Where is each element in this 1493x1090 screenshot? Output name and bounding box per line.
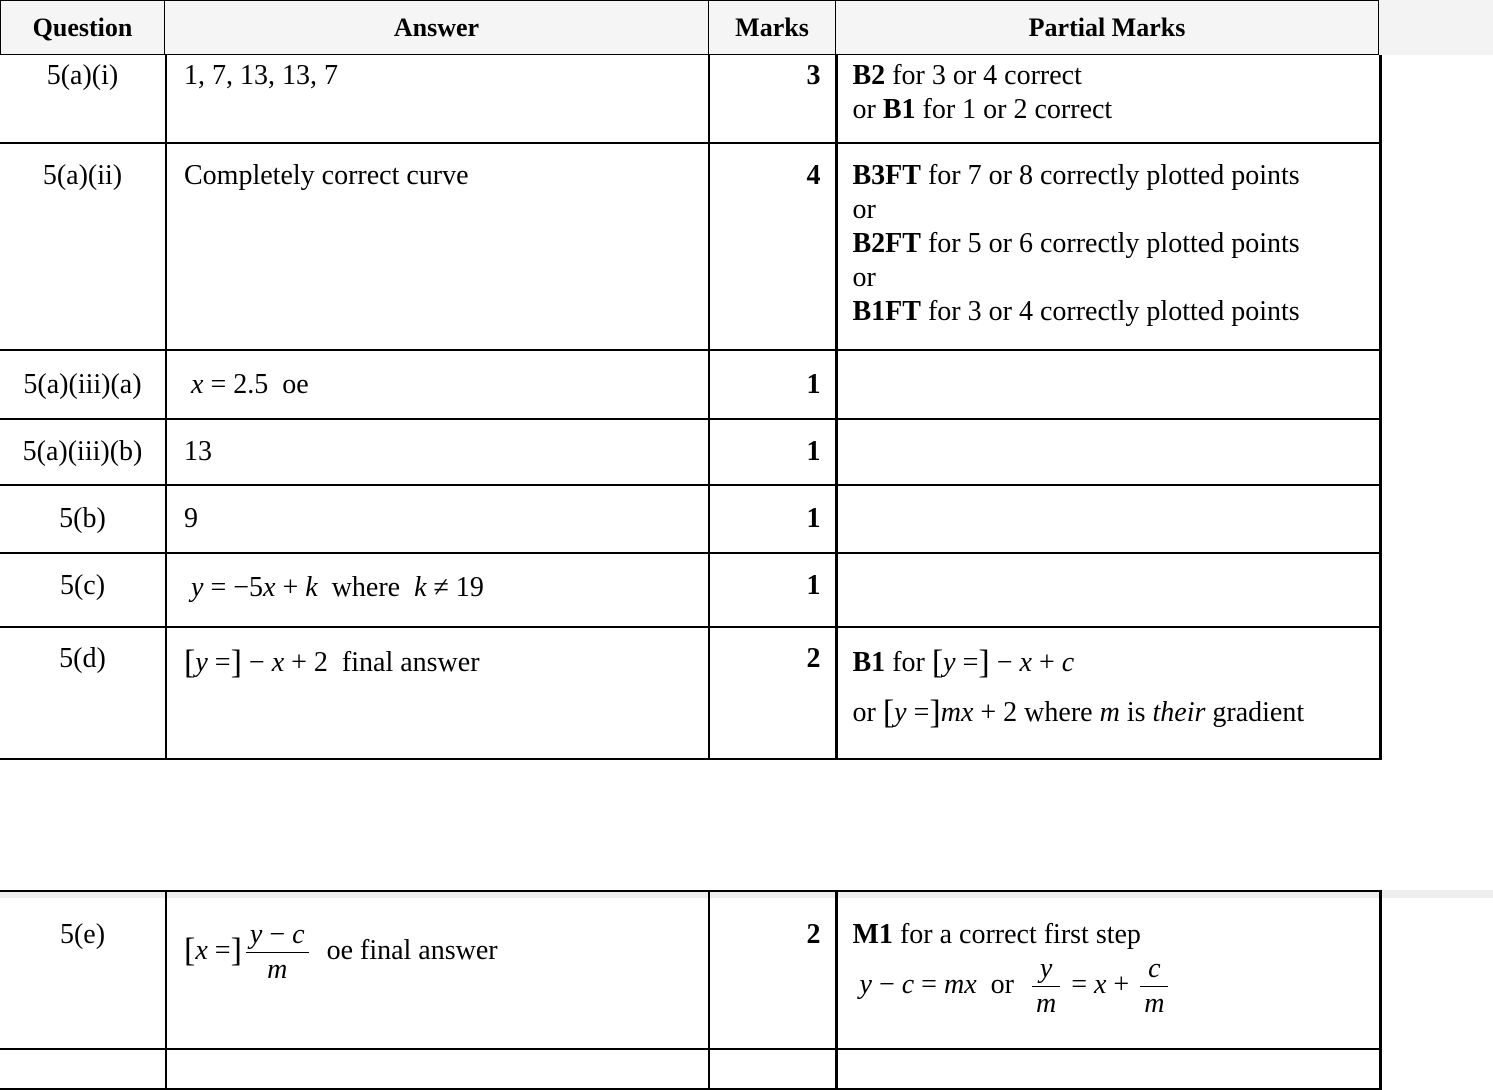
marks-cell: 2	[709, 627, 836, 759]
table-row	[0, 350, 1380, 419]
question-cell: 5(a)(ii)	[0, 145, 166, 350]
partial-marks-cell: B3FT for 7 or 8 correctly plotted points or B2FT for 5 or 6 correctly plotted points or B1FT for 3 or 4 correctly plotted points	[836, 145, 1380, 350]
marks-cell: 1	[709, 350, 836, 419]
table-row	[0, 627, 1380, 759]
row-5e	[0, 890, 1382, 1090]
question-cell: 5(e)	[0, 891, 166, 1049]
question-cell: 5(d)	[0, 627, 166, 759]
header-partial-marks: Partial Marks	[836, 1, 1379, 55]
partial-marks-cell: B2 for 3 or 4 correct or B1 for 1 or 2 correct	[836, 55, 1380, 143]
table-row	[0, 553, 1380, 627]
question-cell: 5(c)	[0, 553, 166, 627]
question-cell	[0, 1049, 166, 1089]
partial-marks-cell	[836, 350, 1380, 419]
answer-cell: 1, 7, 13, 13, 7	[166, 55, 709, 143]
fraction-y-over-m: $\frac{y}{m}$	[1032, 952, 1060, 1021]
header-marks: Marks	[709, 1, 836, 55]
partial-marks-cell	[836, 553, 1380, 627]
fraction-c-over-m: $\frac{c}{m}$	[1140, 952, 1168, 1021]
answer-cell: y = −5x + k where k ≠ 19	[166, 553, 709, 627]
marks-cell: 2	[709, 891, 836, 1049]
answer-cell: 13	[166, 419, 709, 485]
answer-cell	[166, 1049, 709, 1089]
marks-cell: 4	[709, 145, 836, 350]
table-row	[0, 419, 1380, 485]
partial-marks-cell	[836, 1049, 1380, 1089]
question-cell: 5(a)(iii)(b)	[0, 419, 166, 485]
partial-marks-cell	[836, 485, 1380, 553]
marks-cell: 1	[709, 485, 836, 553]
question-cell: 5(b)	[0, 485, 166, 553]
marks-cell: 3	[709, 55, 836, 143]
marks-cell	[709, 1049, 836, 1089]
partial-marks-cell: B1 for [y =] − x + c or [y =]mx + 2 where m is their gradient	[836, 627, 1380, 759]
question-cell: 5(a)(i)	[0, 55, 166, 143]
header-question: Question	[1, 1, 165, 55]
answer-cell: [y =] − x + 2 final answer	[166, 627, 709, 759]
table-row	[0, 55, 1380, 143]
question-cell: 5(a)(iii)(a)	[0, 350, 166, 419]
marks-cell: 1	[709, 553, 836, 627]
table-row	[0, 485, 1380, 553]
answer-fraction: $\frac{y - c}{m}$	[246, 918, 309, 987]
answer-cell: x = 2.5 oe	[166, 350, 709, 419]
column-header	[0, 0, 1379, 55]
partial-marks-cell: M1 for a correct first step y − c = mx or $\frac{y}{m}$ = x + $\frac{c}{m}$	[836, 891, 1380, 1049]
table-row	[0, 145, 1380, 350]
answer-cell: Completely correct curve	[166, 145, 709, 350]
header-answer: Answer	[165, 1, 709, 55]
row-5aii	[0, 145, 1382, 760]
marks-cell: 1	[709, 419, 836, 485]
table-row	[0, 891, 1380, 1049]
partial-marks-cell	[836, 419, 1380, 485]
answer-cell: [x =] $\frac{y - c}{m}$ oe final answer	[166, 891, 709, 1049]
answer-cell: 9	[166, 485, 709, 553]
table-row	[0, 1049, 1380, 1089]
